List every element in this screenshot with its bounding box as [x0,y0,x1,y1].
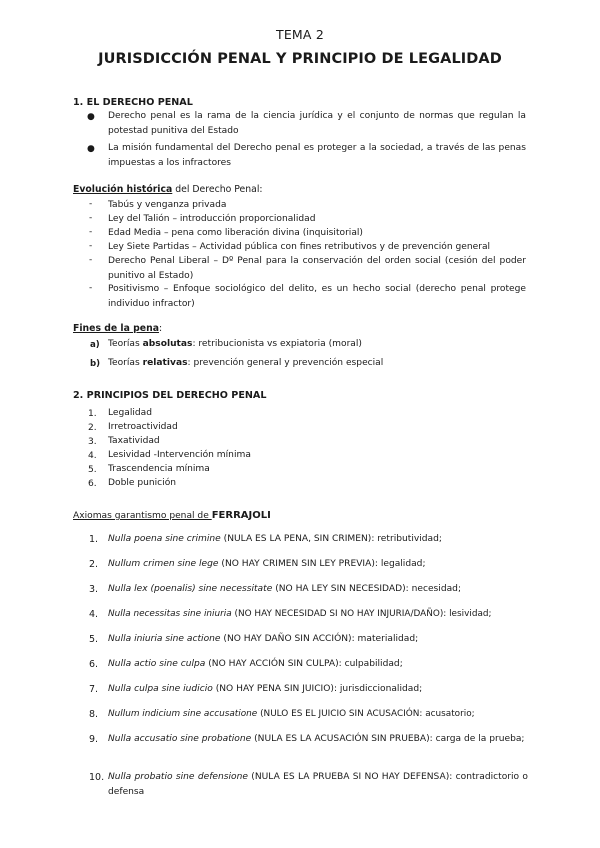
fines-heading-underlined: Fines de la pena [73,323,159,334]
dash-icon: - [89,199,93,209]
fines-marker-b: b) [90,359,101,369]
axiomas-heading [73,509,271,524]
fines-item-a-bold: absolutas [142,339,193,349]
fines-item-b-pre: Teorías [108,358,143,368]
axiom-item-9 [108,732,528,747]
fines-item-b-bold: relativas [142,358,188,368]
fines-item-a [108,337,528,352]
evolucion-item-3: Edad Media – pena como liberación divina (inquisitorial) [108,228,363,238]
axiom-number: 10. [89,772,105,783]
principle-item-2: Irretroactividad [108,422,178,432]
axiom-1-text: (NULA ES LA PENA, SIN CRIMEN): retributividad; [220,534,442,544]
axiom-6-text: (NO HAY ACCIÓN SIN CULPA): culpabilidad; [205,659,403,669]
axiom-9-latin: Nulla accusatio sine probatione [108,734,252,744]
evolucion-item-5: Derecho Penal Liberal – Dº Penal para la conservación del orden social (cesión del poder punitivo al Estado) [108,256,526,281]
evolucion-item-6: Positivismo – Enfoque sociológico del delito, es un hecho social (derecho penal protege individuo infractor) [108,284,526,309]
bullet-icon: ● [87,144,95,154]
axiom-6-latin: Nulla actio sine culpa [108,659,206,669]
dash-icon: - [89,241,93,251]
axiom-7-text: (NO HAY PENA SIN JUICIO): jurisdiccionalidad; [212,684,423,694]
section-1-heading: 1. EL DERECHO PENAL [73,97,193,108]
axiom-number: 4. [89,609,99,620]
axiom-10-latin: Nulla probatio sine defensione [108,772,248,782]
axiom-2-latin: Nullum crimen sine lege [108,559,219,569]
bullet-icon: ● [87,112,95,122]
axiom-2-text: (NO HAY CRIMEN SIN LEY PREVIA): legalidad; [218,559,426,569]
fines-marker-a: a) [90,340,100,350]
section-1-bullet-1: Derecho penal es la rama de la ciencia jurídica y el conjunto de normas que regulan la potestad punitiva del Estado [108,111,526,136]
dash-icon: - [89,283,93,293]
principle-number: 4. [88,451,97,461]
axiom-number: 7. [89,684,99,695]
dash-icon: - [89,227,93,237]
axiom-number: 2. [89,559,99,570]
axiom-item-10 [108,770,528,799]
axiom-10-text: (NULA ES LA PRUEBA SI NO HAY DEFENSA): contradictorio o defensa [108,772,528,797]
evolucion-item-2: Ley del Talión – introducción proporcionalidad [108,214,316,224]
fines-item-a-post: : retribucionista vs expiatoria (moral) [192,339,362,349]
axiom-item-4 [108,607,533,622]
principle-item-3: Taxatividad [108,436,160,446]
axiom-number: 8. [89,709,99,720]
dash-icon: - [89,255,93,265]
principle-item-5: Trascendencia mínima [108,464,210,474]
fines-heading [73,322,162,337]
principle-number: 5. [88,465,97,475]
axiom-item-5 [108,632,528,647]
dash-icon: - [89,213,93,223]
axiom-item-7 [108,682,528,697]
axiom-8-text: (NULO ES EL JUICIO SIN ACUSACIÓN: acusatorio; [257,709,475,719]
section-2-heading: 2. PRINCIPIOS DEL DERECHO PENAL [73,390,267,401]
axiom-number: 5. [89,634,99,645]
axiom-3-text: (NO HA LEY SIN NECESIDAD): necesidad; [272,584,462,594]
axiom-4-text: (NO HAY NECESIDAD SI NO HAY INJURIA/DAÑO): lesividad; [231,609,492,619]
axiom-4-latin: Nulla necessitas sine iniuria [108,609,232,619]
axiom-item-3 [108,582,528,597]
principle-item-4: Lesividad -Intervención mínima [108,450,251,460]
axiom-3-latin: Nulla lex (poenalis) sine necessitate [108,584,273,594]
axiom-number: 9. [89,734,99,745]
evolucion-item-1: Tabús y venganza privada [108,200,227,210]
axiomas-heading-bold: FERRAJOLI [211,510,271,521]
axiom-item-8 [108,707,533,722]
axiom-7-latin: Nulla culpa sine iudicio [108,684,213,694]
axiom-item-2 [108,557,528,572]
axiom-5-latin: Nulla iniuria sine actione [108,634,221,644]
fines-item-b [108,356,528,371]
axiom-5-text: (NO HAY DAÑO SIN ACCIÓN): materialidad; [220,634,419,644]
page-title: JURISDICCIÓN PENAL Y PRINCIPIO DE LEGALIDAD [98,51,502,67]
tema-label: TEMA 2 [276,27,324,42]
section-1-bullet-2: La misión fundamental del Derecho penal es proteger a la sociedad, a través de las penas impuestas a los infractores [108,143,526,168]
axiomas-heading-underlined: Axiomas garantismo penal de [73,511,212,521]
principle-number: 6. [88,479,97,489]
axiom-number: 1. [89,534,99,545]
axiom-number: 6. [89,659,99,670]
axiom-number: 3. [89,584,99,595]
fines-item-b-post: : prevención general y prevención especial [187,358,384,368]
axiom-1-latin: Nulla poena sine crimine [108,534,221,544]
principle-item-1: Legalidad [108,408,153,418]
principle-number: 2. [88,423,97,433]
fines-heading-rest: : [158,323,163,334]
principle-number: 3. [88,437,97,447]
axiom-item-6 [108,657,528,672]
axiom-item-1 [108,532,528,547]
axiom-9-text: (NULA ES LA ACUSACIÓN SIN PRUEBA): carga de la prueba; [251,734,525,744]
evolucion-heading-rest: del Derecho Penal: [172,184,263,195]
fines-item-a-pre: Teorías [108,339,143,349]
evolucion-item-4: Ley Siete Partidas – Actividad pública con fines retributivos y de prevención general [108,242,491,252]
principle-number: 1. [88,409,97,419]
evolucion-heading [73,183,263,198]
axiom-8-latin: Nullum indicium sine accusatione [108,709,258,719]
evolucion-heading-underlined: Evolución histórica [73,184,173,195]
principle-item-6: Doble punición [108,478,177,488]
